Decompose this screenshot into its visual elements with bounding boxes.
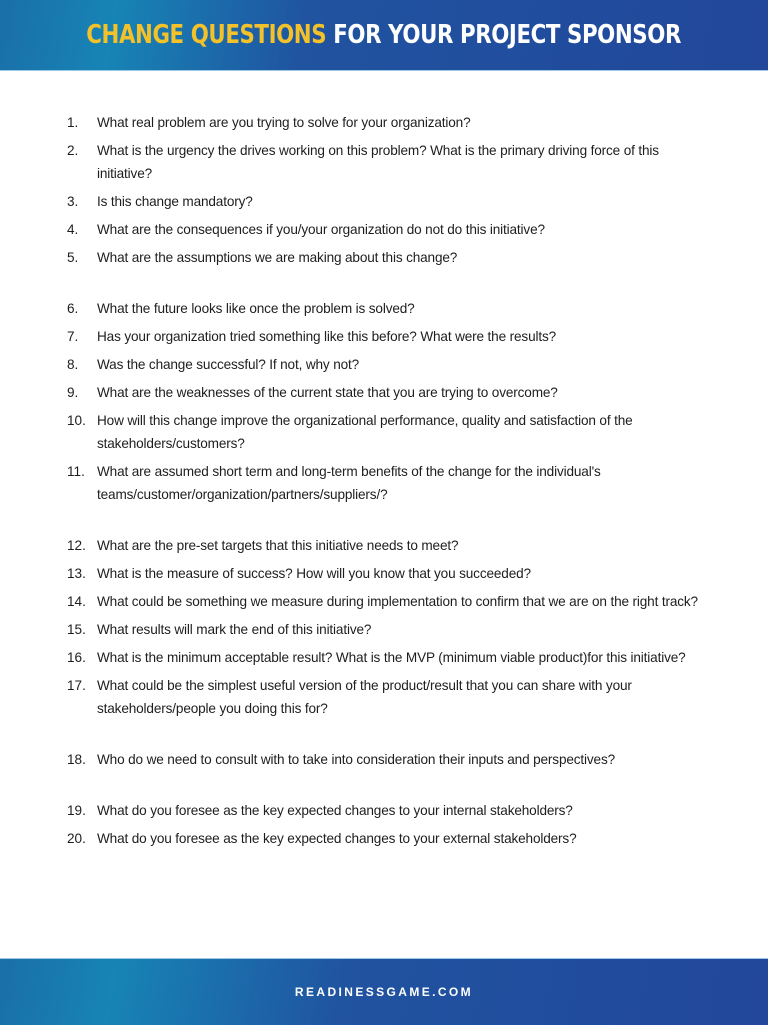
item-text: What could be the simplest useful version of the product/result that you can share with your stakeholders/people you doing this for? [97, 678, 632, 716]
item-number: 18. [67, 752, 86, 767]
list-item [0, 190, 768, 213]
title-highlight: CHANGE QUESTIONS [86, 20, 327, 50]
item-text: What the future looks like once the problem is solved? [97, 301, 415, 316]
item-number: 8. [67, 357, 79, 372]
item-text: What are the pre-set targets that this initiative needs to meet? [97, 538, 459, 553]
list-item [0, 381, 768, 404]
item-number: 4. [67, 222, 79, 237]
item-text: What are the consequences if you/your organization do not do this initiative? [97, 222, 545, 237]
item-text: What do you foresee as the key expected changes to your internal stakeholders? [97, 803, 573, 818]
list-item [0, 460, 768, 506]
item-text: What are the weaknesses of the current state that you are trying to overcome? [97, 385, 558, 400]
list-item [0, 111, 768, 134]
item-number: 16. [67, 650, 86, 665]
questions-list [0, 111, 768, 855]
list-item [0, 218, 768, 241]
item-number: 9. [67, 385, 79, 400]
item-text: Has your organization tried something like this before? What were the results? [97, 329, 557, 344]
list-item [0, 325, 768, 348]
item-text: What results will mark the end of this initiative? [97, 622, 372, 637]
header-banner [0, 0, 768, 71]
page-title [87, 20, 682, 50]
list-item [0, 246, 768, 269]
item-number: 14. [67, 594, 86, 609]
item-number: 6. [67, 301, 79, 316]
item-number: 20. [67, 831, 86, 846]
item-text: Was the change successful? If not, why not? [97, 357, 360, 372]
item-text: How will this change improve the organizational performance, quality and satisfaction of the stakeholders/customers? [97, 413, 633, 451]
list-item [0, 748, 768, 771]
title-rest: FOR YOUR PROJECT SPONSOR [333, 20, 682, 50]
list-item [0, 139, 768, 185]
item-number: 1. [67, 115, 79, 130]
list-item [0, 409, 768, 455]
list-item [0, 827, 768, 850]
list-item [0, 618, 768, 641]
item-text: What are the assumptions we are making about this change? [97, 250, 458, 265]
item-text: What real problem are you trying to solve for your organization? [97, 115, 471, 130]
item-number: 2. [67, 143, 79, 158]
item-text: What do you foresee as the key expected changes to your external stakeholders? [97, 831, 577, 846]
list-item [0, 590, 768, 613]
list-item [0, 353, 768, 376]
item-number: 10. [67, 413, 86, 428]
item-number: 17. [67, 678, 86, 693]
item-number: 3. [67, 194, 79, 209]
item-text: Is this change mandatory? [97, 194, 253, 209]
item-number: 5. [67, 250, 79, 265]
item-number: 15. [67, 622, 86, 637]
list-item [0, 534, 768, 557]
list-item [0, 646, 768, 669]
item-number: 7. [67, 329, 79, 344]
list-item [0, 297, 768, 320]
item-number: 19. [67, 803, 86, 818]
list-item [0, 674, 768, 720]
item-text: What is the minimum acceptable result? What is the MVP (minimum viable product)for this initiative? [97, 650, 686, 665]
item-text: What could be something we measure during implementation to confirm that we are on the right track? [97, 594, 698, 609]
list-item [0, 562, 768, 585]
item-text: What is the measure of success? How will you know that you succeeded? [97, 566, 531, 581]
list-item [0, 799, 768, 822]
item-text: What are assumed short term and long-term benefits of the change for the individual's teams/customer/organization/partners/suppliers/? [97, 464, 601, 502]
item-text: Who do we need to consult with to take into consideration their inputs and perspectives? [97, 752, 616, 767]
footer-banner [0, 958, 768, 1025]
item-number: 11. [67, 464, 85, 479]
item-number: 12. [67, 538, 86, 553]
item-number: 13. [67, 566, 86, 581]
item-text: What is the urgency the drives working on this problem? What is the primary driving force of this initiative? [97, 143, 659, 181]
website-link[interactable]: READINESSGAME.COM [294, 985, 474, 999]
